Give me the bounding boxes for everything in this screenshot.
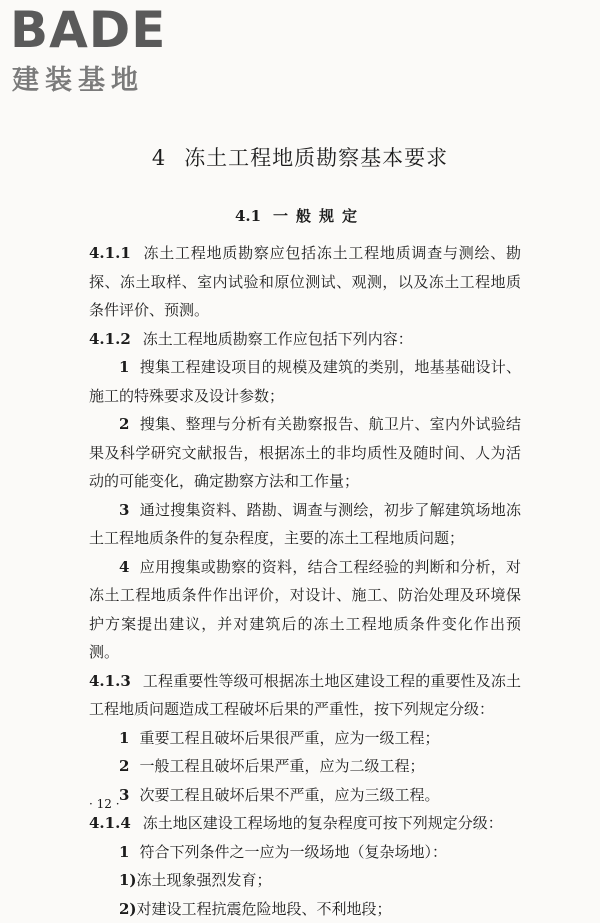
logo-subtitle: 建装基地: [12, 58, 180, 97]
item-number: 3: [119, 501, 129, 519]
chapter-title: 冻土工程地质勘察基本要求: [184, 146, 448, 170]
clause-number: 4.1.3: [89, 672, 131, 690]
clause-4-1-1: [89, 239, 521, 325]
clause-4-1-4: [89, 809, 521, 838]
item-number: 2: [119, 757, 129, 775]
sub-list-item: [89, 895, 521, 923]
logo-wordmark: BADE: [10, 4, 180, 56]
sub-list-item: [89, 866, 521, 895]
item-number: 2: [119, 415, 129, 433]
clause-text: 冻土工程地质勘察应包括冻土工程地质调查与测绘、勘探、冻土取样、室内试验和原位测试、观测，以及冻土工程地质条件评价、预测。: [89, 244, 521, 319]
item-number: 1: [119, 843, 129, 861]
clause-number: 4.1.2: [89, 330, 131, 348]
clause-text: 工程重要性等级可根据冻土地区建设工程的重要性及冻土工程地质问题造成工程破坏后果的严重性，按下列规定分级：: [89, 672, 521, 719]
clause-text: 冻土工程地质勘察工作应包括下列内容：: [143, 330, 413, 348]
clause-number: 4.1.1: [89, 244, 131, 262]
item-text: 重要工程且破坏后果很严重，应为一级工程；: [139, 729, 439, 747]
clause-4-1-2: [89, 325, 521, 354]
subitem-text: 对建设工程抗震危险地段、不利地段；: [137, 900, 392, 918]
item-number: 1: [119, 358, 129, 376]
list-item: [89, 553, 521, 667]
list-item: [89, 496, 521, 553]
item-text: 搜集、整理与分析有关勘察报告、航卫片、室内外试验结果及科学研究文献报告，根据冻土的非均质性及随时间、人为活动的可能变化，确定勘察方法和工作量；: [89, 415, 521, 490]
subitem-number: 1): [119, 871, 137, 889]
item-text: 通过搜集资料、踏勘、调查与测绘，初步了解建筑场地冻土工程地质条件的复杂程度，主要的冻土工程地质问题；: [89, 501, 521, 548]
item-text: 次要工程且破坏后果不严重，应为三级工程。: [139, 786, 439, 804]
section-title: 一般规定: [273, 207, 365, 225]
logo: [10, 4, 180, 96]
item-number: 4: [119, 558, 129, 576]
item-text: 搜集工程建设项目的规模及建筑的类别，地基基础设计、施工的特殊要求及设计参数；: [89, 358, 521, 405]
section-heading: [0, 205, 600, 227]
item-text: 应用搜集或勘察的资料，结合工程经验的判断和分析，对冻土工程地质条件作出评价，对设计、施工、防治处理及环境保护方案提出建议，并对建筑后的冻土工程地质条件变化作出预测。: [89, 558, 521, 662]
list-item: [89, 838, 521, 867]
section-number: 4.1: [235, 207, 261, 225]
list-item: [89, 410, 521, 496]
subitem-text: 冻土现象强烈发育；: [137, 871, 272, 889]
clause-text: 冻土地区建设工程场地的复杂程度可按下列规定分级：: [143, 814, 503, 832]
list-item: [89, 724, 521, 753]
page-number: · 12 ·: [89, 797, 120, 811]
chapter-number: 4: [152, 146, 166, 170]
chapter-heading: [0, 144, 600, 172]
clause-4-1-3: [89, 667, 521, 724]
list-item: [89, 752, 521, 781]
list-item: [89, 353, 521, 410]
list-item: [89, 781, 521, 810]
document-body: [89, 239, 521, 923]
item-number: 3: [119, 786, 129, 804]
item-text: 符合下列条件之一应为一级场地（复杂场地）：: [139, 843, 447, 861]
subitem-number: 2): [119, 900, 137, 918]
item-text: 一般工程且破坏后果严重，应为二级工程；: [139, 757, 424, 775]
item-number: 1: [119, 729, 129, 747]
clause-number: 4.1.4: [89, 814, 131, 832]
